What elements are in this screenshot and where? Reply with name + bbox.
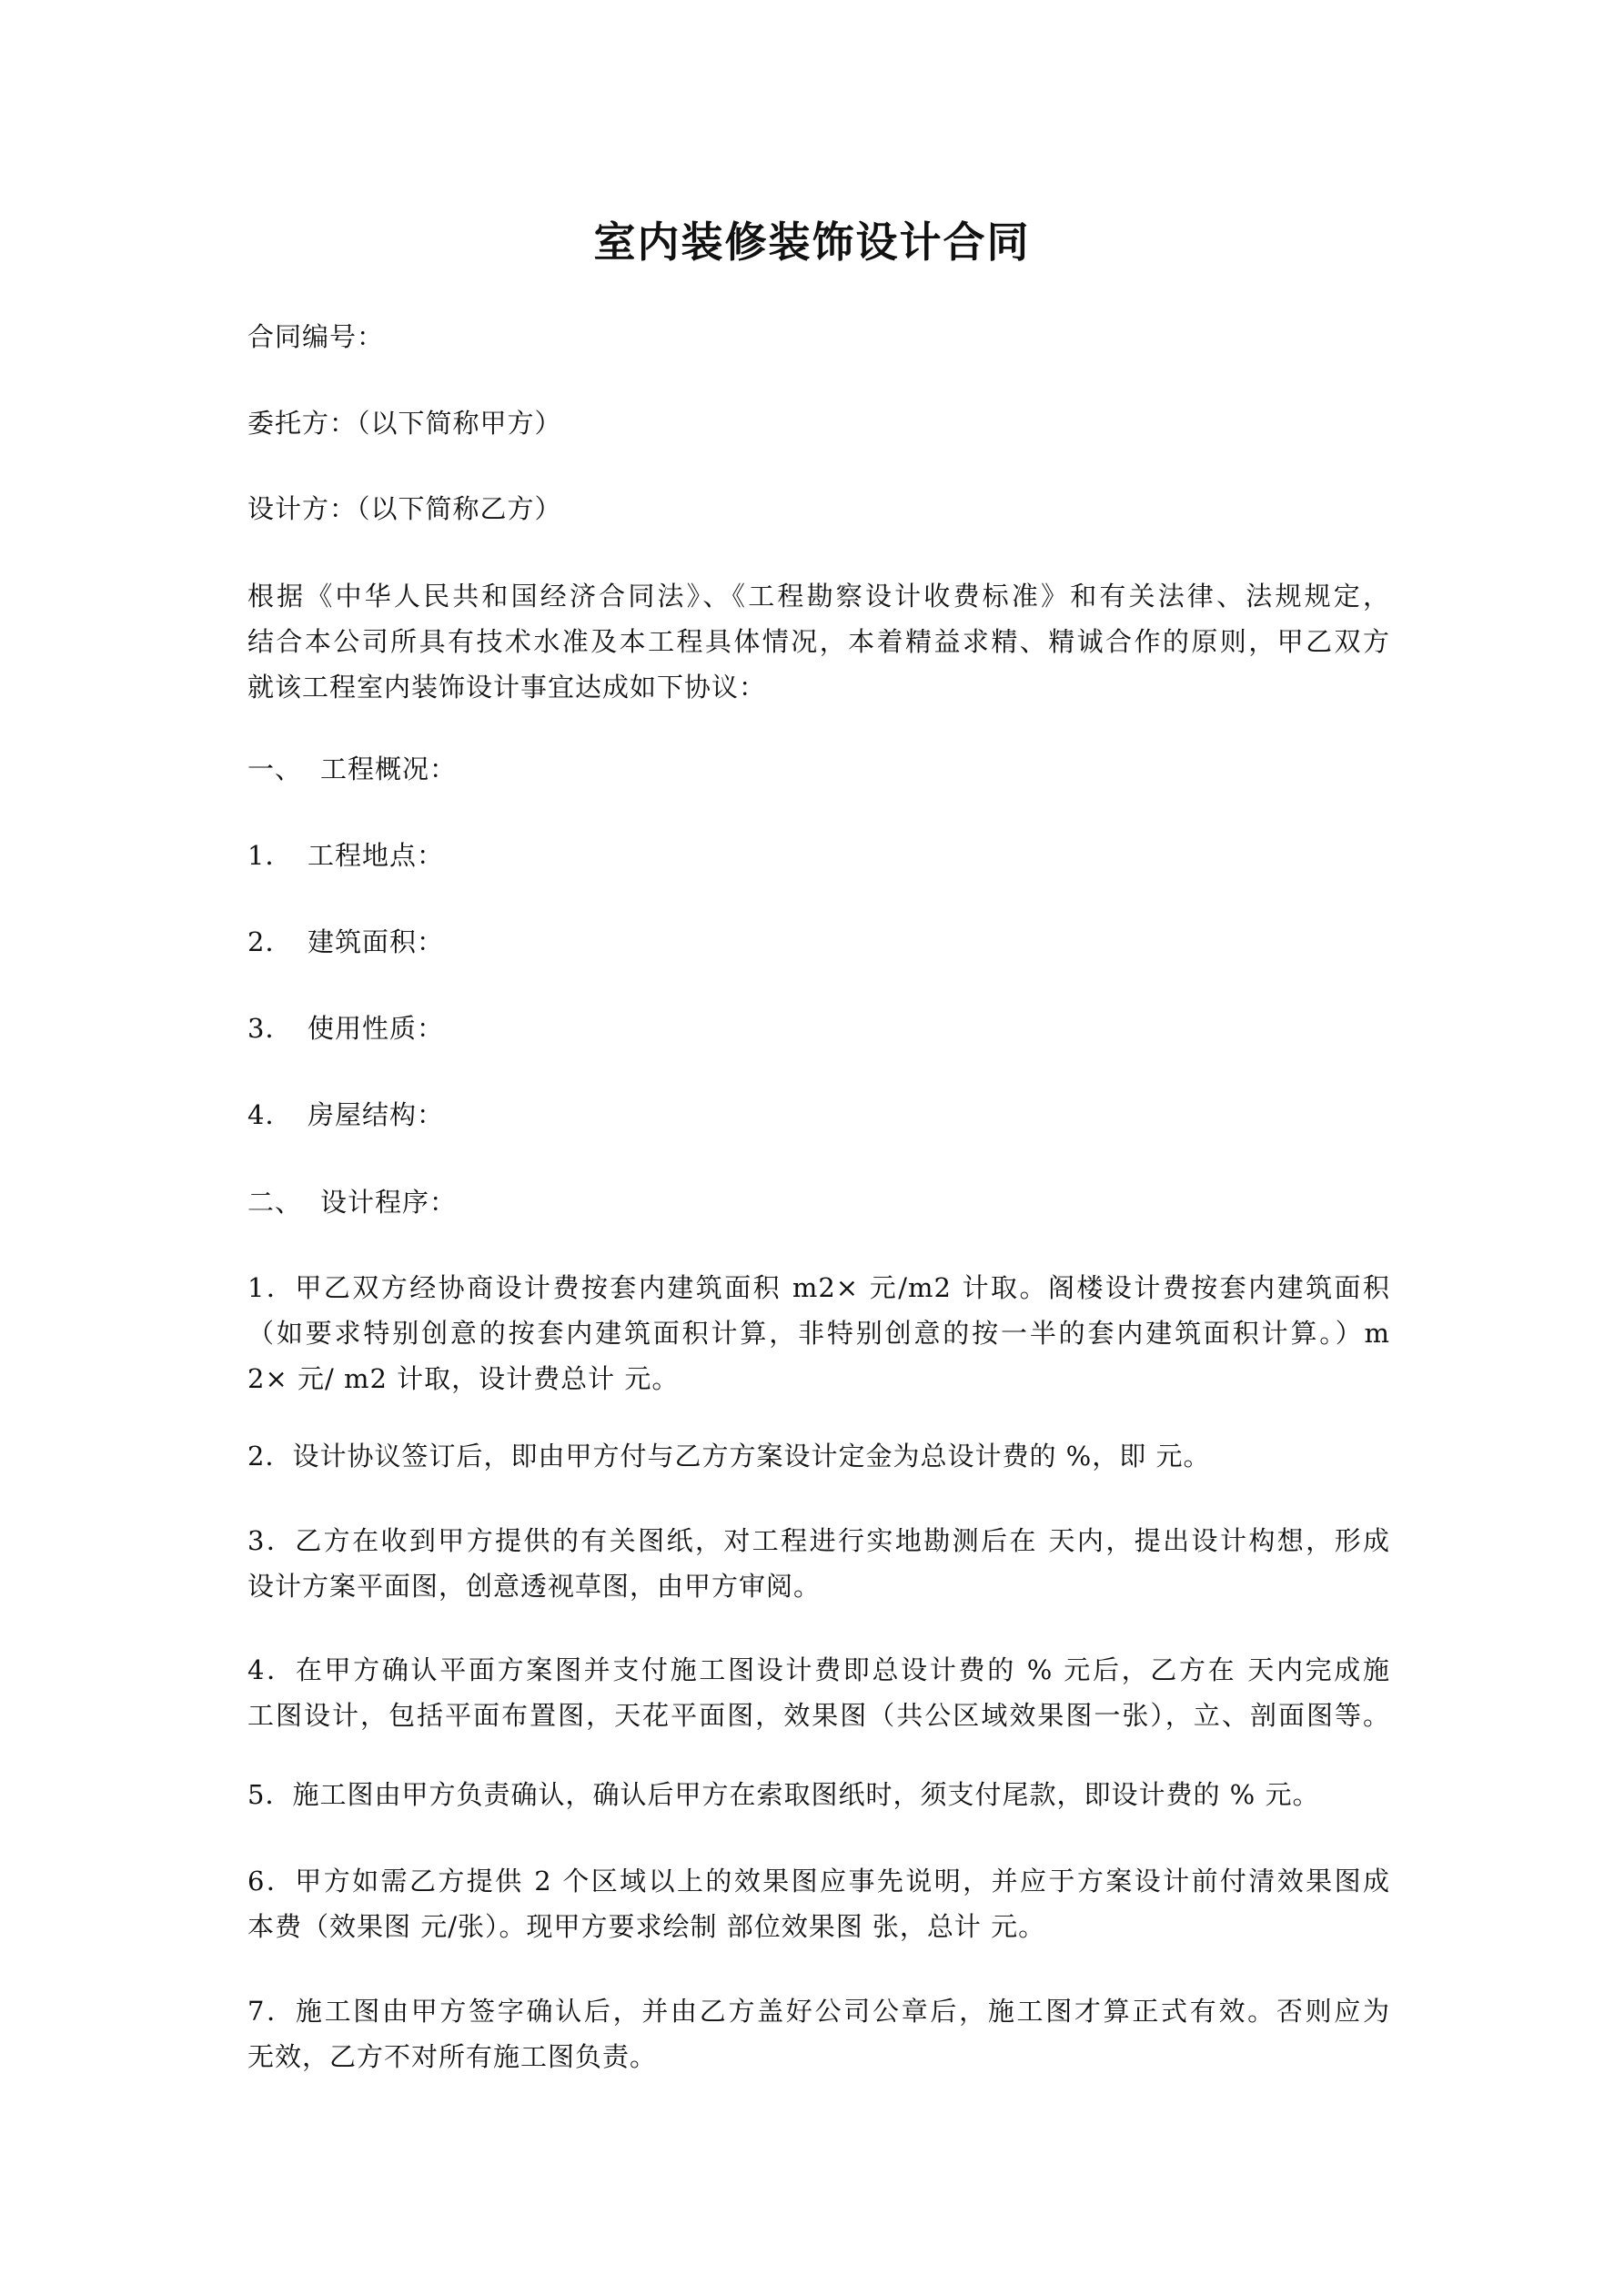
contract-number-line: 合同编号：: [247, 321, 385, 352]
item-label: 使用性质：: [308, 1013, 445, 1044]
clause-line: 本费（效果图 元/张）。现甲方要求绘制 部位效果图 张，总计 元。: [247, 1911, 1046, 1942]
clause-line: 2× 元/ m2 计取，设计费总计 元。: [247, 1363, 680, 1394]
project-item-usage: [247, 1006, 1390, 1051]
section-label: 设计程序：: [320, 1187, 458, 1218]
section-label: 工程概况：: [320, 754, 458, 784]
item-label: 工程地点：: [308, 840, 445, 871]
clause-line: 7．施工图由甲方签字确认后，并由乙方盖好公司公章后，施工图才算正式有效。否则应为: [247, 1996, 1390, 2027]
project-item-location: [247, 833, 1390, 878]
clause-7: [247, 1988, 1390, 2079]
section-heading-project-overview: [247, 746, 1390, 792]
clause-line: 2．设计协议签订后，即由甲方付与乙方方案设计定金为总设计费的 %，即 元。: [247, 1441, 1211, 1472]
designer-line: 设计方：（以下简称乙方）: [247, 493, 562, 524]
item-label: 房屋结构：: [308, 1099, 445, 1130]
clause-1: [247, 1265, 1390, 1401]
clause-3: [247, 1518, 1390, 1609]
clause-5: [247, 1772, 1390, 1817]
clause-2: [247, 1433, 1390, 1479]
clause-line: 3．乙方在收到甲方提供的有关图纸，对工程进行实地勘测后在 天内，提出设计构想，形成: [247, 1525, 1390, 1556]
project-item-structure: [247, 1092, 1390, 1138]
clause-line: 5．施工图由甲方负责确认，确认后甲方在索取图纸时，须支付尾款，即设计费的 % 元。: [247, 1779, 1320, 1810]
client-line: 委托方：（以下简称甲方）: [247, 408, 562, 439]
clause-line: 无效，乙方不对所有施工图负责。: [247, 2041, 658, 2072]
intro-paragraph: [247, 573, 1390, 710]
section-heading-design-procedure: [247, 1179, 1390, 1225]
clause-line: 4．在甲方确认平面方案图并支付施工图设计费即总设计费的 % 元后，乙方在 天内完成施: [247, 1654, 1390, 1685]
clause-line: 6．甲方如需乙方提供 2 个区域以上的效果图应事先说明，并应于方案设计前付清效果图成: [247, 1866, 1390, 1896]
clause-line: 1．甲乙双方经协商设计费按套内建筑面积 m2× 元/m2 计取。阁楼设计费按套内建筑面积: [247, 1272, 1390, 1303]
item-label: 建筑面积：: [308, 926, 445, 957]
intro-line: 就该工程室内装饰设计事宜达成如下协议：: [247, 672, 767, 703]
document-title: 室内装修装饰设计合同: [593, 217, 1031, 267]
clause-line: 设计方案平面图，创意透视草图，由甲方审阅。: [247, 1571, 822, 1602]
clause-6: [247, 1858, 1390, 1949]
section-number: 一、: [247, 754, 303, 784]
clause-4: [247, 1647, 1390, 1738]
item-number: 3．: [247, 1013, 293, 1044]
item-number: 1．: [247, 840, 293, 871]
project-item-area: [247, 919, 1390, 965]
item-number: 2．: [247, 926, 293, 957]
clause-line: 工图设计，包括平面布置图，天花平面图，效果图（共公区域效果图一张），立、剖面图等。: [247, 1700, 1390, 1731]
clause-line: （如要求特别创意的按套内建筑面积计算，非特别创意的按一半的套内建筑面积计算。）m: [247, 1318, 1390, 1349]
intro-line: 根据《中华人民共和国经济合同法》、《工程勘察设计收费标准》和有关法律、法规规定，: [247, 581, 1390, 612]
item-number: 4．: [247, 1099, 293, 1130]
section-number: 二、: [247, 1187, 303, 1218]
intro-line: 结合本公司所具有技术水准及本工程具体情况，本着精益求精、精诚合作的原则，甲乙双方: [247, 626, 1390, 657]
